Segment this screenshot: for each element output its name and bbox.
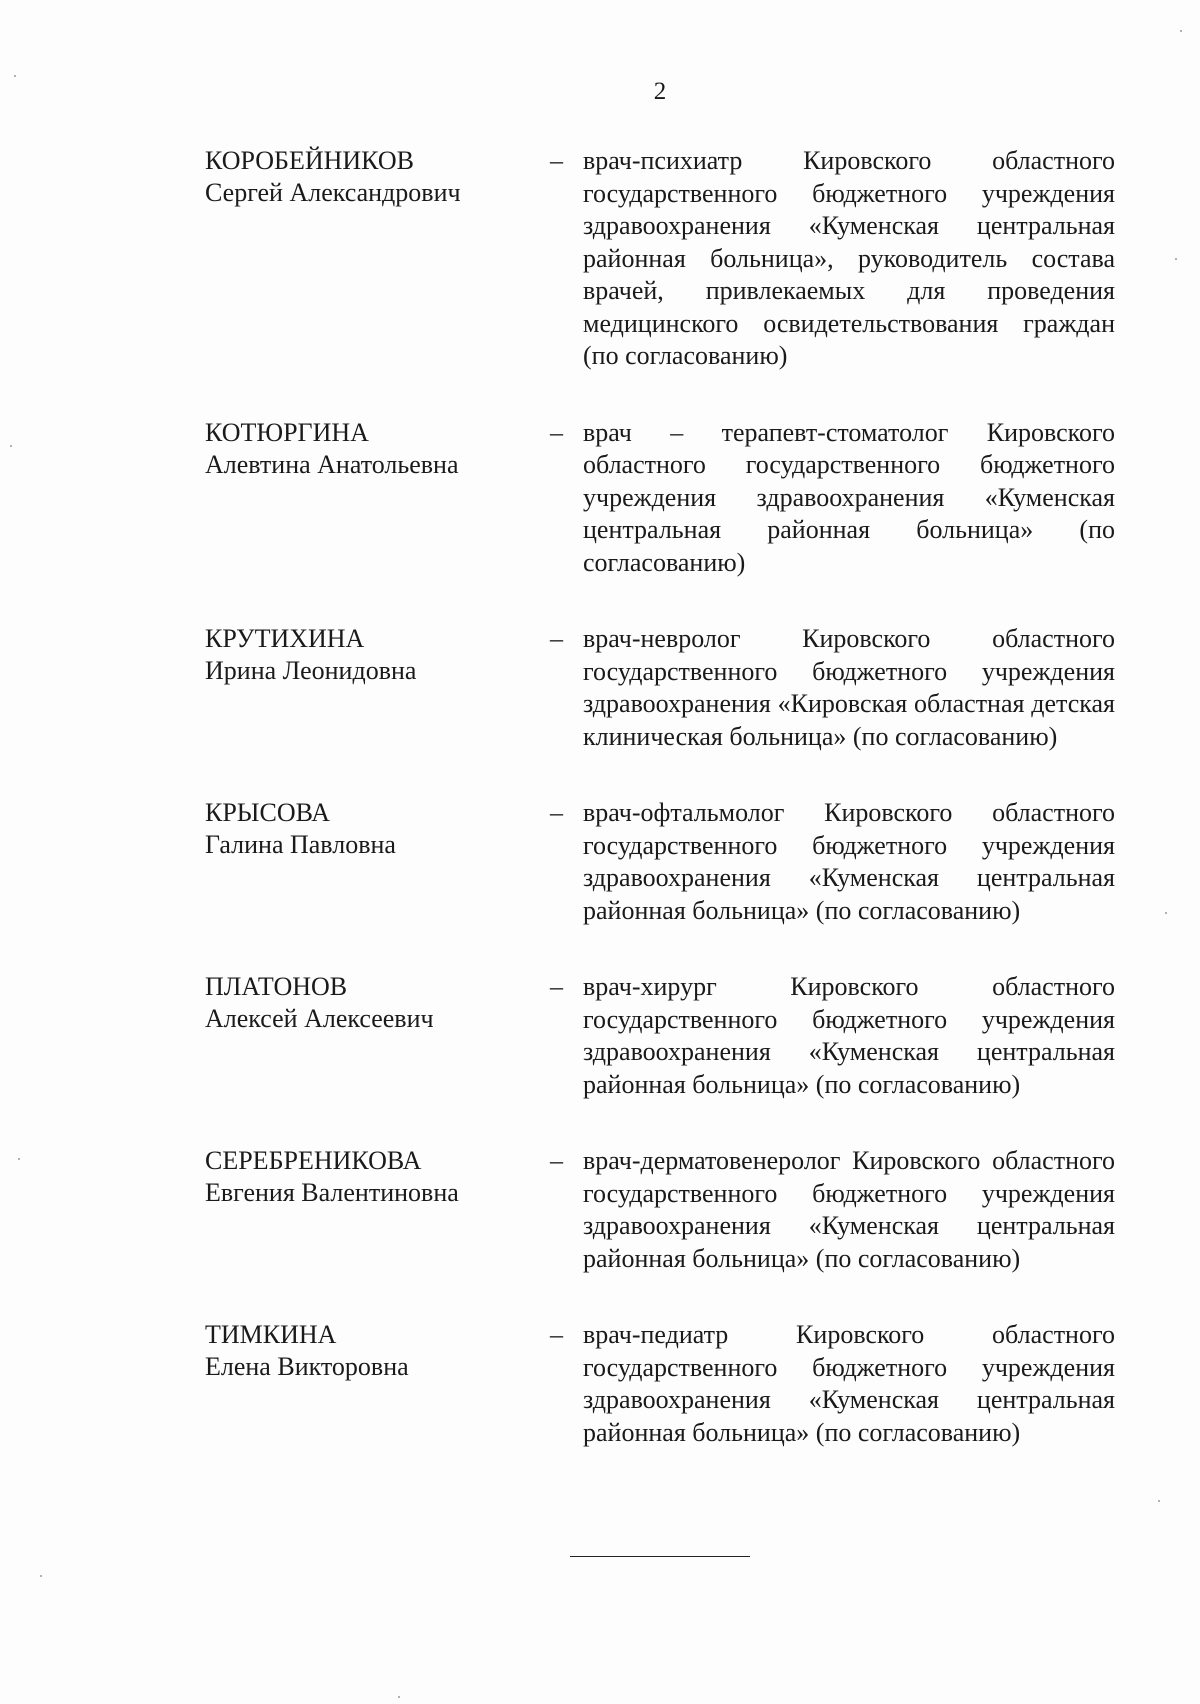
scan-speck	[10, 445, 12, 447]
person-name	[205, 623, 550, 687]
list-item	[205, 1319, 1115, 1449]
page-number: 2	[653, 78, 667, 105]
end-divider	[570, 1556, 750, 1557]
given-name: Алевтина Анатольевна	[205, 449, 459, 479]
dash: –	[550, 417, 563, 447]
person-name	[205, 417, 550, 481]
surname: КРЫСОВА	[205, 798, 331, 827]
description: врач-психиатр Кировского областного государственного бюджетного учреждения здравоохранения «Куменская центральная районная больница», руководитель состава врачей, привлекаемых для проведения медицинского освидетельствования граждан (по согласованию)	[583, 146, 1115, 370]
surname: КОРОБЕЙНИКОВ	[205, 146, 414, 175]
list-item	[205, 623, 1115, 753]
scan-speck	[14, 75, 16, 77]
surname: КОТЮРГИНА	[205, 417, 369, 447]
description: врач-педиатр Кировского областного государственного бюджетного учреждения здравоохранения «Куменская центральная районная больница» (по согласованию)	[583, 1320, 1115, 1447]
dash: –	[550, 1146, 563, 1175]
description: врач-хирург Кировского областного государственного бюджетного учреждения здравоохранения «Куменская центральная районная больница» (по согласованию)	[583, 972, 1115, 1099]
description: врач – терапевт-стоматолог Кировского областного государственного бюджетного учреждения здравоохранения «Куменская центральная районная больница» (по согласованию)	[583, 417, 1115, 577]
description: врач-дерматовенеролог Кировского областного государственного бюджетного учреждения здравоохранения «Куменская центральная районная больница» (по согласованию)	[583, 1146, 1115, 1273]
person-name	[205, 1145, 550, 1209]
dash: –	[550, 1320, 563, 1349]
given-name: Сергей Александрович	[205, 178, 461, 207]
member-list	[205, 145, 1115, 1449]
scan-speck	[40, 1575, 42, 1577]
given-name: Алексей Алексеевич	[205, 1004, 434, 1033]
list-item	[205, 971, 1115, 1101]
role-description	[550, 417, 1115, 580]
person-name	[205, 145, 550, 209]
scan-speck	[1158, 1500, 1160, 1502]
role-description	[550, 1319, 1115, 1449]
dash: –	[550, 798, 563, 827]
role-description	[550, 797, 1115, 927]
list-item	[205, 797, 1115, 927]
given-name: Елена Викторовна	[205, 1352, 409, 1381]
description: врач-невролог Кировского областного государственного бюджетного учреждения здравоохранения «Кировская областная детская клиническая больница» (по согласованию)	[583, 624, 1115, 751]
list-item	[205, 417, 1115, 580]
list-item	[205, 145, 1115, 373]
surname: ТИМКИНА	[205, 1320, 337, 1349]
scan-speck	[1165, 912, 1167, 914]
dash: –	[550, 624, 563, 653]
scan-speck	[1180, 30, 1182, 32]
scan-speck	[18, 1158, 20, 1160]
dash: –	[550, 146, 563, 175]
scan-speck	[1175, 258, 1177, 260]
description: врач-офтальмолог Кировского областного государственного бюджетного учреждения здравоохранения «Куменская центральная районная больница» (по согласованию)	[583, 798, 1115, 925]
dash: –	[550, 972, 563, 1001]
scan-speck	[398, 1696, 400, 1698]
role-description	[550, 145, 1115, 373]
surname: СЕРЕБРЕНИКОВА	[205, 1146, 422, 1175]
list-item	[205, 1145, 1115, 1275]
surname: ПЛАТОНОВ	[205, 972, 348, 1001]
person-name	[205, 971, 550, 1035]
role-description	[550, 971, 1115, 1101]
given-name: Евгения Валентиновна	[205, 1178, 459, 1207]
given-name: Галина Павловна	[205, 830, 396, 859]
role-description	[550, 1145, 1115, 1275]
surname: КРУТИХИНА	[205, 624, 365, 653]
person-name	[205, 797, 550, 861]
role-description	[550, 623, 1115, 753]
person-name	[205, 1319, 550, 1383]
given-name: Ирина Леонидовна	[205, 656, 417, 685]
